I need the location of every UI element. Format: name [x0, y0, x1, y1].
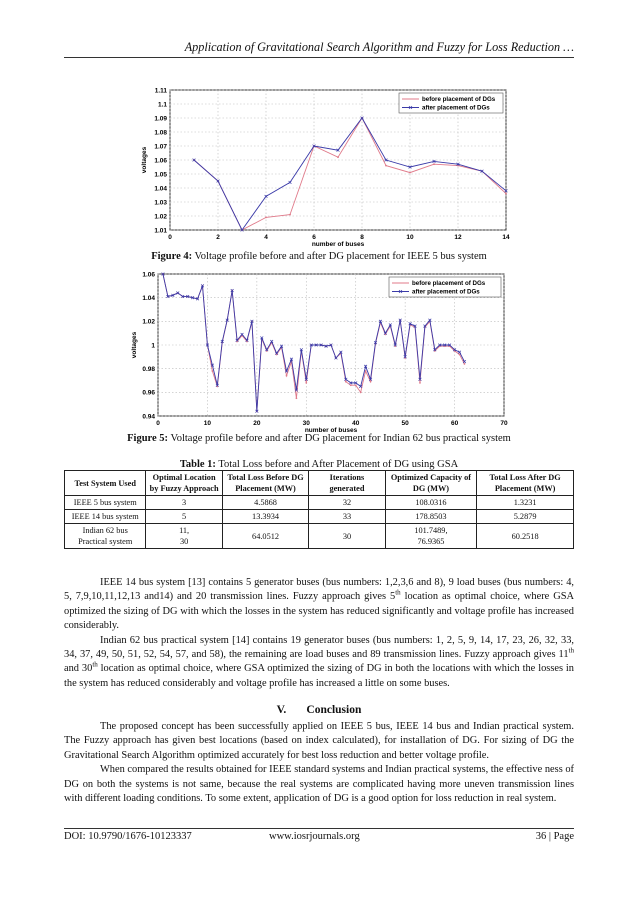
paragraph-indian62-text-b: and 30 — [64, 663, 93, 675]
data-point-before — [505, 193, 507, 195]
data-point-before — [286, 375, 288, 377]
cell-location: 11, 30 — [146, 524, 222, 549]
paragraph-indian62-sup-1: th — [568, 646, 574, 655]
figure-4-caption — [64, 251, 574, 262]
x-axis-label: number of buses — [311, 241, 365, 248]
data-point-before — [419, 382, 421, 384]
y-tick-label: 0.96 — [142, 389, 155, 397]
header-iterations: Iterations generated — [309, 471, 385, 496]
paragraph-indian62-text-c: location as optimal choice, where GSA optimized the sizing of DG in both the locations with which the losses in the system has reduced considerably and voltage profile has increased a little on some buses. — [64, 663, 575, 689]
data-point-before — [355, 384, 357, 386]
table-1 — [64, 470, 574, 549]
x-tick-label: 40 — [352, 420, 360, 427]
cell-system: IEEE 5 bus system — [65, 496, 146, 510]
y-tick-label: 1.04 — [142, 294, 155, 302]
legend-entry: before placement of DGs — [422, 96, 496, 104]
footer-rule — [64, 828, 574, 829]
data-point-before — [350, 384, 352, 386]
y-tick-label: 0.94 — [142, 413, 155, 421]
figure-5-caption — [64, 433, 574, 444]
data-point-before — [296, 397, 298, 399]
body-text-conclusion — [64, 720, 574, 806]
paragraph-indian62-sup-2: th — [92, 660, 98, 669]
running-header: Application of Gravitational Search Algorithm and Fuzzy for Loss Reduction … — [184, 40, 574, 54]
footer-doi: DOI: 10.9790/1676-10123337 — [64, 831, 192, 842]
x-tick-label: 2 — [216, 234, 220, 241]
figure-5-caption-label: Figure 5: — [127, 433, 169, 444]
cell-loss-before: 4.5868 — [222, 496, 309, 510]
cell-iterations: 33 — [309, 510, 385, 524]
y-tick-label: 1.08 — [154, 129, 167, 137]
y-tick-label: 0.98 — [142, 365, 155, 373]
data-point-before — [289, 214, 291, 216]
y-tick-label: 1.02 — [142, 318, 155, 326]
figure-4-chart — [134, 84, 514, 250]
x-tick-label: 60 — [450, 420, 459, 427]
data-point-before — [211, 370, 213, 372]
y-tick-label: 1.11 — [154, 87, 167, 95]
footer-page-number: 36 | Page — [535, 831, 574, 842]
x-tick-label: 6 — [312, 234, 316, 241]
legend-entry: after placement of DGs — [422, 104, 490, 112]
y-tick-label: 1.06 — [154, 157, 167, 165]
y-tick-label: 1.1 — [157, 101, 167, 109]
cell-location: 3 — [146, 496, 222, 510]
cell-capacity: 101.7489, 76.9365 — [385, 524, 477, 549]
header-capacity: Optimized Capacity of DG (MW) — [385, 471, 477, 496]
data-point-before — [464, 363, 466, 365]
y-tick-label: 1.01 — [154, 227, 167, 235]
y-tick-label: 1.02 — [154, 213, 167, 221]
y-tick-label: 1.09 — [154, 115, 167, 123]
header-rule — [64, 57, 574, 58]
body-text-results — [64, 576, 574, 691]
y-tick-label: 1.05 — [154, 171, 167, 179]
x-tick-label: 8 — [360, 234, 364, 241]
table-row — [65, 510, 574, 524]
cell-loss-after: 1.3231 — [477, 496, 574, 510]
data-point-before — [370, 381, 372, 383]
paragraph-ieee14 — [64, 576, 574, 634]
data-point-before — [305, 382, 307, 384]
legend-entry: after placement of DGs — [412, 288, 480, 296]
cell-system: IEEE 14 bus system — [65, 510, 146, 524]
header-test-system: Test System Used — [65, 471, 146, 496]
cell-system: Indian 62 bus Practical system — [65, 524, 146, 549]
x-tick-label: 12 — [454, 234, 462, 241]
table-row — [65, 524, 574, 549]
data-point-before — [337, 156, 339, 158]
paragraph-ieee14-sup: th — [395, 588, 401, 597]
y-tick-label: 1.07 — [154, 143, 167, 151]
data-point-before — [265, 217, 267, 219]
paragraph-indian62 — [64, 634, 574, 692]
table-1-caption-label: Table 1: — [179, 459, 216, 470]
x-tick-label: 20 — [253, 420, 261, 427]
x-tick-label: 10 — [406, 234, 414, 241]
paragraph-conclusion-1: The proposed concept has been successfully applied on IEEE 5 bus, IEEE 14 bus and Indian practical system. The Fuzzy approach has given best locations (based on index calculated), for installation of DG. For sizing of DG the Gravitational Search Algorithm optimized accurately for best loss reduction and better voltage profile. — [64, 721, 574, 761]
figure-4-caption-text: Voltage profile before and after DG placement for IEEE 5 bus system — [192, 251, 487, 262]
x-tick-label: 70 — [500, 420, 508, 427]
y-tick-label: 1.06 — [142, 271, 155, 279]
y-tick-label: 1.03 — [154, 199, 167, 207]
y-axis-label: voltages — [131, 331, 138, 359]
table-row — [65, 496, 574, 510]
data-point-before — [385, 165, 387, 167]
paragraph-conclusion-2: When compared the results obtained for IEEE standard systems and Indian practical systems, the effective ness of DG on both the systems is not same, because the real systems are complicated having more uneven transmission lines with different loading conditions. To some extent, application of DG is a good option for loss reduction in real system. — [64, 764, 574, 805]
x-tick-label: 0 — [168, 234, 172, 241]
x-axis-label: number of buses — [304, 427, 358, 432]
cell-loss-before: 13.3934 — [222, 510, 309, 524]
y-axis-label: voltages — [141, 146, 148, 174]
header-loss-after: Total Loss After DG Placement (MW) — [477, 471, 574, 496]
x-tick-label: 4 — [264, 234, 268, 241]
figure-4-caption-label: Figure 4: — [151, 251, 193, 262]
paragraph-ieee14-text-b: location as optimal choice, where GSA optimized the sizing of DG with which the losses in the system has reduced significantly and voltage profile has increased considerably. — [64, 591, 574, 632]
x-tick-label: 14 — [502, 234, 510, 241]
x-tick-label: 30 — [302, 420, 310, 427]
footer-website: www.iosrjournals.org — [269, 831, 360, 842]
x-tick-label: 50 — [401, 420, 409, 427]
x-tick-label: 10 — [203, 420, 212, 427]
legend-entry: before placement of DGs — [412, 280, 486, 288]
cell-loss-after: 60.2518 — [477, 524, 574, 549]
cell-capacity: 178.8503 — [385, 510, 477, 524]
y-tick-label: 1.04 — [154, 185, 167, 193]
cell-loss-after: 5.2879 — [477, 510, 574, 524]
figure-5-caption-text: Voltage profile before and after DG placement for Indian 62 bus practical system — [168, 433, 511, 444]
table-header-row — [65, 471, 574, 496]
header-optimal-location: Optimal Location by Fuzzy Approach — [146, 471, 222, 496]
data-point-before — [433, 163, 435, 165]
data-point-before — [409, 172, 411, 174]
header-loss-before: Total Loss Before DG Placement (MW) — [222, 471, 309, 496]
cell-capacity: 108.0316 — [385, 496, 477, 510]
section-title-conclusion: V. Conclusion — [276, 704, 362, 716]
cell-loss-before: 64.0512 — [222, 524, 309, 549]
data-point-before — [360, 391, 362, 393]
x-tick-label: 0 — [156, 420, 160, 427]
cell-iterations: 32 — [309, 496, 385, 510]
y-tick-label: 1 — [151, 342, 155, 350]
paragraph-ieee14-text-a: IEEE 14 bus system [13] contains 5 generator buses (bus numbers: 1,2,3,6 and 8), 9 load buses (bus numbers: 4, 5, 7,9,10,11,12,13 and14) and 20 transmission lines. Fuzzy approach gives 5 — [64, 577, 574, 603]
table-1-caption — [64, 459, 574, 470]
table-1-caption-text: Total Loss before and After Placement of DG using GSA — [215, 459, 459, 470]
figure-5-chart — [124, 268, 514, 432]
paragraph-indian62-text-a: Indian 62 bus practical system [14] contains 19 generator buses (bus numbers: 1, 2, 5, 9, 14, 17, 23, 26, 32, 33, 34, 37, 49, 50, 51, 52, 54, 57, and 58), the remaining are load buses and 89 transmission lines. Fuzzy approach gives 11 — [64, 634, 574, 661]
data-point-before — [345, 381, 347, 383]
cell-location: 5 — [146, 510, 222, 524]
cell-iterations: 30 — [309, 524, 385, 549]
